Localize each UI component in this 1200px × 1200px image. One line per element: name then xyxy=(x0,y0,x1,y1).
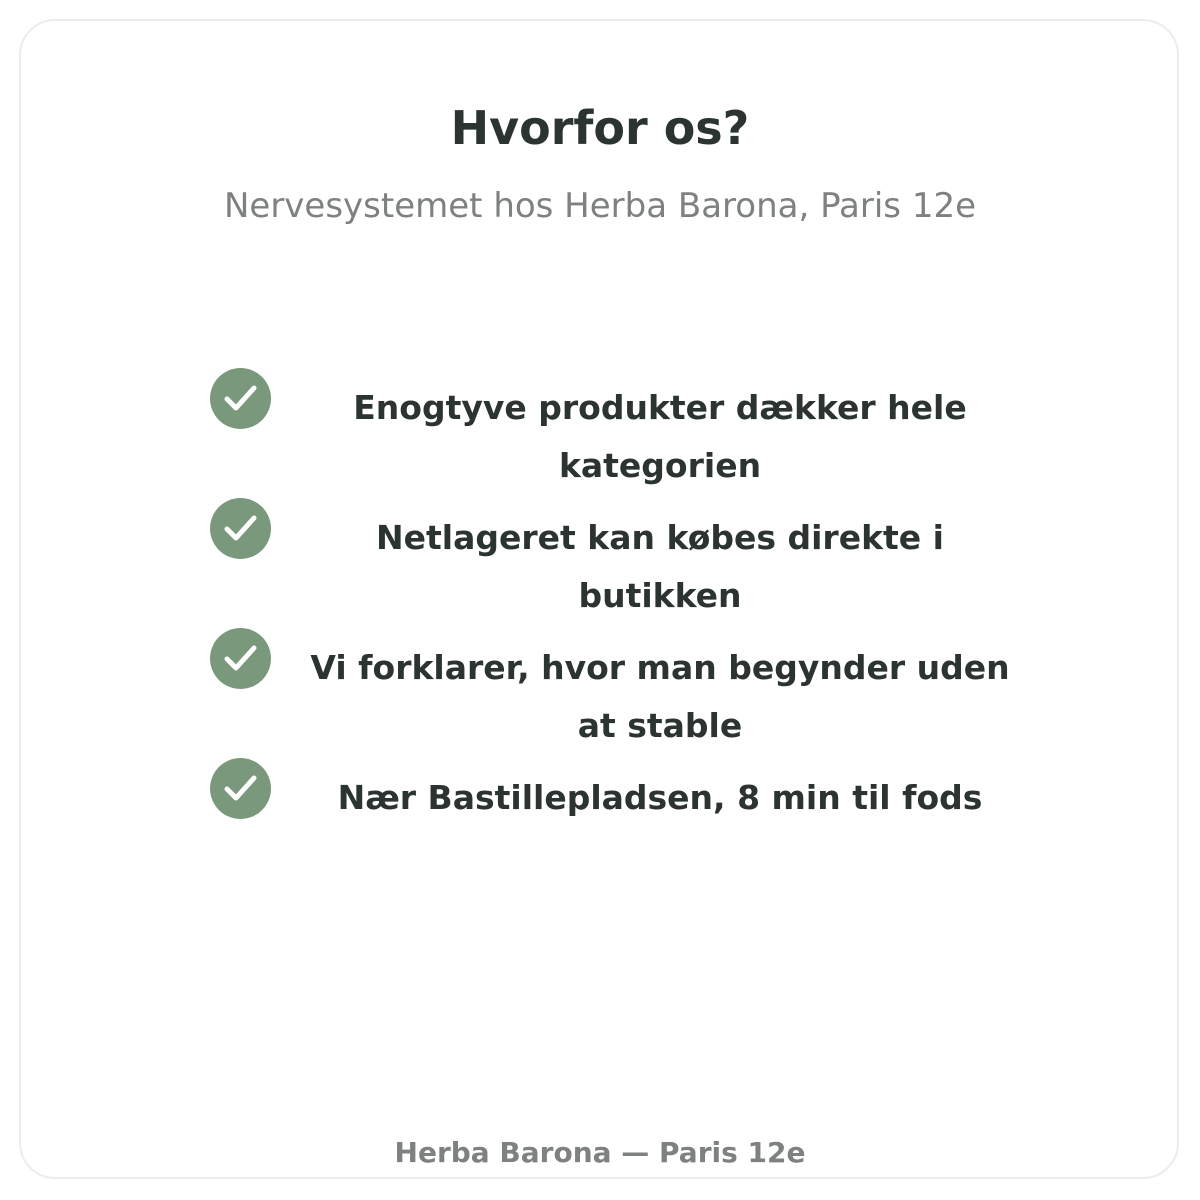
check-circle-icon xyxy=(210,368,271,429)
page-title: Hvorfor os? xyxy=(450,101,750,155)
benefit-text: Nær Bastillepladsen, 8 min til fods xyxy=(337,778,983,817)
check-circle-icon xyxy=(210,758,271,819)
page-subtitle: Nervesystemet hos Herba Barona, Paris 12e xyxy=(223,186,977,226)
check-circle-icon xyxy=(210,628,271,689)
benefit-text: Netlageret kan købes direkte i butikken xyxy=(376,518,944,615)
benefit-text: Enogtyve produkter dækker hele kategorien xyxy=(353,388,967,485)
benefit-text: Vi forklarer, hvor man begynder uden at stable xyxy=(310,648,1010,745)
footer-text: Herba Barona — Paris 12e xyxy=(394,1136,806,1169)
check-circle-icon xyxy=(210,498,271,559)
